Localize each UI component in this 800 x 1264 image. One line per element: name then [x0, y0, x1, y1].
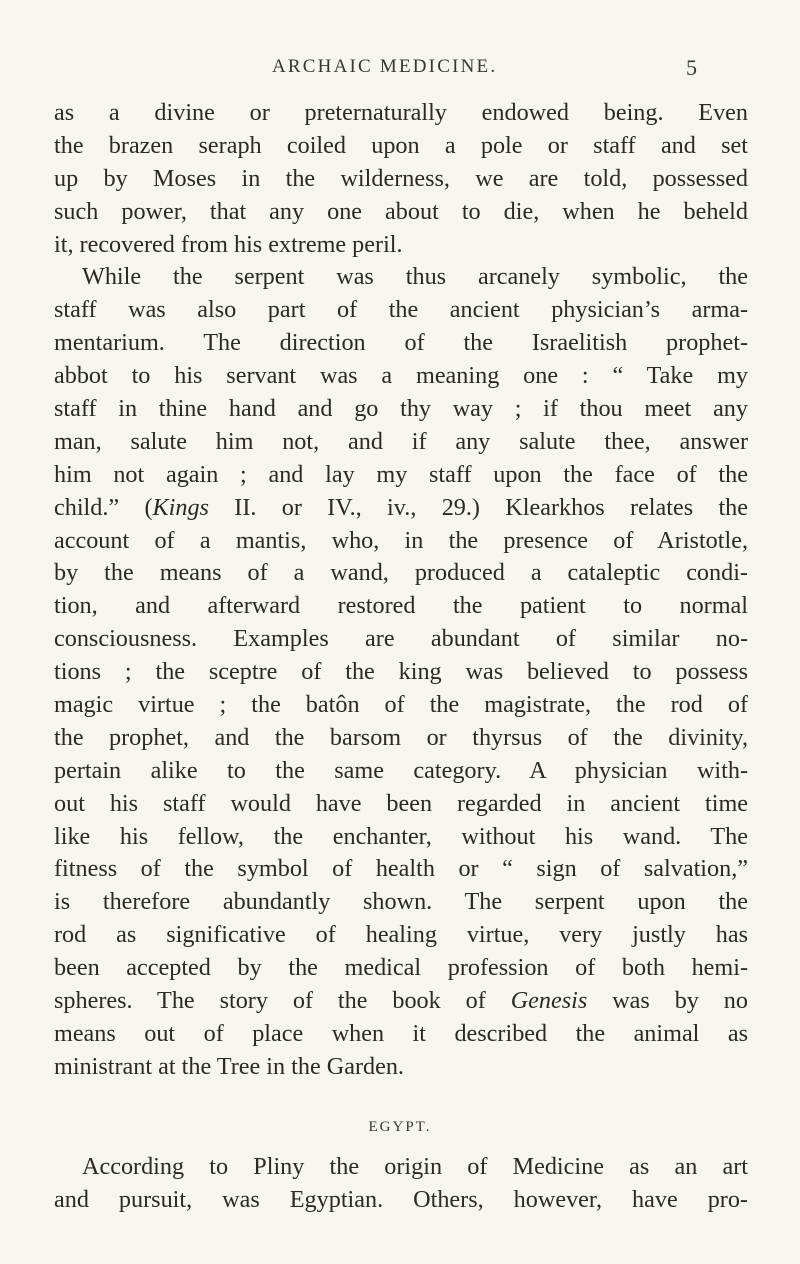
- book-title-kings: Kings: [152, 493, 209, 521]
- text-line: and pursuit, was Egyptian. Others, however, have pro-: [54, 1185, 748, 1213]
- text-line: such power, that any one about to die, when he beheld: [54, 197, 748, 225]
- text-line: is therefore abundantly shown. The serpent upon the: [54, 888, 748, 916]
- text-line: the brazen seraph coiled upon a pole or staff and set: [54, 131, 748, 159]
- body-text-egypt: [54, 1151, 748, 1217]
- genesis-text-after: was by no: [587, 987, 748, 1015]
- running-head-title: ARCHAIC MEDICINE.: [272, 56, 498, 77]
- text-line: tions ; the sceptre of the king was believed to possess: [54, 658, 748, 686]
- text-line: rod as significative of healing virtue, very justly has: [54, 921, 748, 949]
- text-line: man, salute him not, and if any salute thee, answer: [54, 427, 748, 455]
- text-line: While the serpent was thus arcanely symbolic, the: [82, 263, 748, 291]
- page-number: 5: [686, 55, 697, 80]
- section-heading: EGYPT.: [368, 1119, 432, 1135]
- text-line: like his fellow, the enchanter, without his wand. The: [54, 822, 748, 850]
- body-text: [54, 97, 748, 1084]
- text-line: staff was also part of the ancient physician’s arma-: [54, 296, 748, 324]
- text-line-citation: [54, 492, 748, 525]
- text-line: by the means of a wand, produced a cataleptic condi-: [54, 559, 748, 587]
- text-line: means out of place when it described the animal as: [54, 1019, 748, 1047]
- text-line: staff in thine hand and go thy way ; if thou meet any: [54, 395, 748, 423]
- text-line: it, recovered from his extreme peril.: [54, 230, 403, 258]
- text-line: account of a mantis, who, in the presence of Aristotle,: [54, 526, 748, 554]
- text-line: pertain alike to the same category. A physician with-: [54, 756, 748, 784]
- running-head: [0, 56, 800, 90]
- text-line: abbot to his servant was a meaning one : “ Take my: [54, 362, 748, 390]
- text-line: been accepted by the medical profession of both hemi-: [54, 954, 748, 982]
- text-line: as a divine or preternaturally endowed being. Even: [54, 99, 748, 126]
- text-line: mentarium. The direction of the Israelitish prophet-: [54, 329, 748, 357]
- text-line: fitness of the symbol of health or “ sign of salvation,”: [54, 855, 748, 883]
- text-line: up by Moses in the wilderness, we are told, possessed: [54, 164, 748, 192]
- text-line: magic virtue ; the batôn of the magistrate, the rod of: [54, 691, 748, 719]
- citation-text-before: child.” (: [54, 493, 153, 521]
- text-line: According to Pliny the origin of Medicine as an art: [82, 1153, 748, 1180]
- genesis-text-before: spheres. The story of the book of: [54, 987, 511, 1015]
- text-line-genesis: [54, 985, 748, 1018]
- text-line: consciousness. Examples are abundant of similar no-: [54, 625, 748, 653]
- text-line: the prophet, and the barsom or thyrsus of the divinity,: [54, 723, 748, 751]
- text-line: out his staff would have been regarded in ancient time: [54, 789, 748, 817]
- text-line: tion, and afterward restored the patient to normal: [54, 592, 748, 620]
- book-title-genesis: Genesis: [510, 987, 588, 1015]
- text-line: him not again ; and lay my staff upon the face of the: [54, 460, 748, 488]
- citation-text-after: II. or IV., iv., 29.) Klearkhos relates the: [208, 493, 748, 521]
- text-line: ministrant at the Tree in the Garden.: [54, 1052, 404, 1080]
